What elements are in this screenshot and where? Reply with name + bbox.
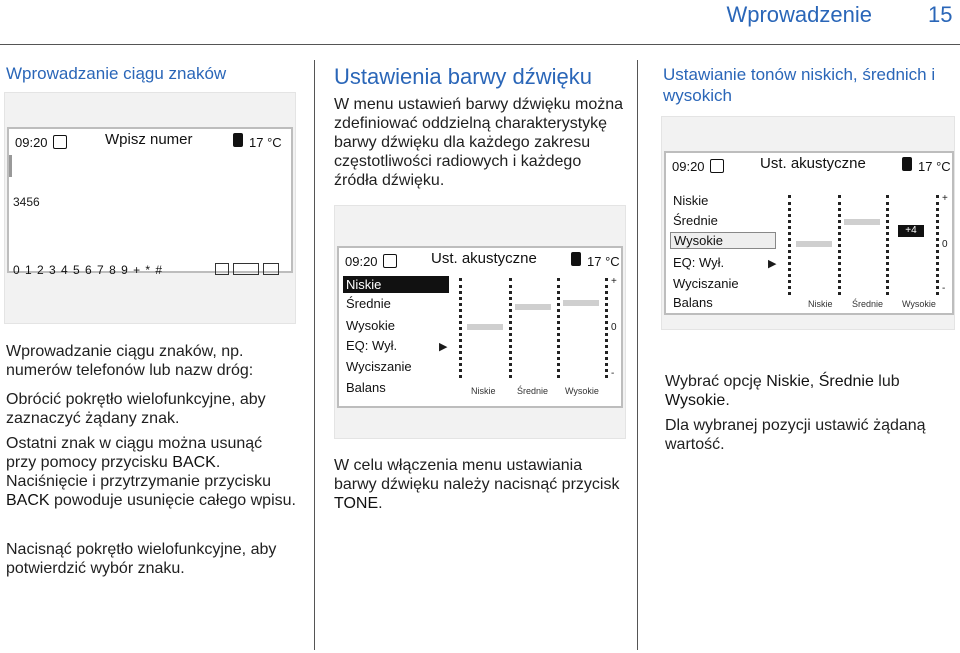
tone-keyword: TONE: [334, 495, 379, 512]
screen-title: Ust. akustyczne: [760, 155, 866, 172]
arrow-right-icon: ▶: [768, 258, 777, 270]
eq-label-bass: Niskie: [471, 386, 496, 396]
eq-level-mid: [515, 304, 551, 310]
section-heading-adjust: Ustawianie tonów niskich, średnich i wysokich: [663, 65, 936, 105]
arrow-right-icon: ▶: [439, 341, 448, 353]
eq-level-bass: [796, 241, 832, 247]
thermometer-icon: [571, 252, 581, 266]
clock-icon: [383, 254, 397, 268]
keyword-treble: Wysokie: [665, 392, 726, 409]
screen-time: 09:20: [15, 135, 48, 150]
keyword-mid: Średnie: [818, 373, 874, 390]
clock-icon: [710, 159, 724, 173]
paragraph-intro: Wprowadzanie ciągu znaków, np. numerów telefonów lub nazw dróg:: [6, 343, 254, 379]
menu-item-balance[interactable]: Balans: [346, 380, 386, 395]
thermometer-icon: [233, 133, 243, 147]
scale-zero: 0: [942, 239, 948, 250]
eq-column-mid: [509, 278, 514, 378]
eq-level-mid: [844, 219, 880, 225]
menu-item-mid[interactable]: Średnie: [673, 213, 718, 228]
delete-icon: [215, 263, 229, 275]
menu-item-mute[interactable]: Wyciszanie: [673, 276, 739, 291]
screenshot-adjust-tones: [661, 116, 955, 330]
text: Naciśnięcie i przytrzymanie przycisku: [6, 473, 271, 490]
header-rule: [0, 44, 960, 45]
text: powoduje usunięcie całego wpisu.: [49, 492, 296, 509]
eq-level-bass: [467, 324, 503, 330]
menu-item-bass[interactable]: Niskie: [673, 193, 709, 208]
scale-zero: 0: [611, 322, 617, 333]
character-selector: 0 1 2 3 4 5 6 7 8 9 + * #: [13, 263, 164, 277]
menu-item-treble[interactable]: Wysokie: [346, 318, 396, 333]
screen-temperature: 17 °C: [249, 135, 282, 150]
screen-time: 09:20: [345, 254, 378, 269]
eq-label-mid: Średnie: [517, 386, 549, 396]
text: lub: [873, 373, 900, 390]
eq-column-scale: [936, 195, 941, 295]
page-number: 15: [928, 2, 953, 27]
paragraph-tone-button: [334, 456, 624, 513]
paragraph-rotate: Obrócić pokrętło wielofunkcyjne, aby zaznaczyć żądany znak.: [6, 391, 266, 427]
eq-label-mid: Średnie: [852, 299, 884, 309]
text: .: [215, 454, 221, 471]
text: ,: [809, 373, 819, 390]
menu-item-eq[interactable]: EQ: Wył.: [673, 255, 725, 270]
screen-temperature: 17 °C: [918, 159, 951, 174]
eq-column-treble: [886, 195, 891, 295]
screenshot-tone-settings: [334, 205, 626, 439]
menu-item-bass[interactable]: Niskie: [343, 276, 449, 293]
menu-item-mute[interactable]: Wyciszanie: [346, 359, 412, 374]
thermometer-icon: [902, 157, 912, 171]
eq-label-bass: Niskie: [808, 299, 833, 309]
paragraph-delete-all: [6, 472, 296, 510]
back-keyword: BACK: [6, 492, 50, 509]
paragraph-select-option: [665, 372, 955, 410]
eq-column-mid: [838, 195, 843, 295]
text: Ostatni znak w ciągu można usunąć przy pomocy przycisku: [6, 435, 263, 471]
ok-icon: [233, 263, 259, 275]
scale-plus: +: [611, 276, 617, 287]
menu-item-eq[interactable]: EQ: Wył.: [346, 338, 398, 353]
keyword-bass: Niskie: [766, 373, 810, 390]
screenshot-enter-number: [4, 92, 296, 324]
back-keyword: BACK: [172, 454, 216, 471]
screen-time: 09:20: [672, 159, 705, 174]
column-divider-2: [637, 60, 638, 650]
scale-minus: -: [611, 368, 615, 379]
menu-item-balance[interactable]: Balans: [673, 295, 713, 310]
section-heading-char-input: Wprowadzanie ciągu znaków: [6, 64, 227, 83]
text: .: [378, 495, 383, 512]
scroll-indicator: [9, 155, 12, 177]
eq-column-treble: [557, 278, 562, 378]
paragraph-confirm: Nacisnąć pokrętło wielofunkcyjne, aby potwierdzić wybór znaku.: [6, 541, 277, 577]
clock-icon: [53, 135, 67, 149]
scale-plus: +: [942, 193, 948, 204]
entered-number: 3456: [13, 195, 40, 209]
screen-title: Ust. akustyczne: [431, 250, 537, 267]
eq-label-treble: Wysokie: [902, 299, 936, 309]
paragraph-set-value: Dla wybranej pozycji ustawić żądaną wartość.: [665, 417, 926, 453]
paragraph-delete-last: [6, 434, 296, 472]
section-heading-tone: Ustawienia barwy dźwięku: [334, 64, 592, 89]
text: .: [725, 392, 730, 409]
keyboard-icon: [263, 263, 279, 275]
eq-column-bass: [788, 195, 793, 295]
column-divider-1: [314, 60, 315, 650]
text: Wybrać opcję: [665, 373, 767, 390]
screen-temperature: 17 °C: [587, 254, 620, 269]
screen-title: Wpisz numer: [105, 131, 193, 148]
text: W celu włączenia menu ustawiania barwy dźwięku należy nacisnąć przycisk: [334, 457, 620, 493]
icons-row: [215, 261, 285, 275]
paragraph-tone-menu: W menu ustawień barwy dźwięku można zdefiniować oddzielną charakterystykę barwy dźwięku dla każdego zakresu częstotliwości radiowych i każdego źródła dźwięku.: [334, 96, 624, 189]
eq-column-scale: [605, 278, 610, 378]
eq-column-bass: [459, 278, 464, 378]
eq-label-treble: Wysokie: [565, 386, 599, 396]
menu-item-treble[interactable]: Wysokie: [670, 232, 776, 249]
menu-item-mid[interactable]: Średnie: [346, 296, 391, 311]
eq-level-treble: [563, 300, 599, 306]
running-header-title: Wprowadzenie: [726, 2, 872, 27]
scale-minus: -: [942, 283, 946, 294]
eq-value-treble: +4: [898, 225, 924, 237]
